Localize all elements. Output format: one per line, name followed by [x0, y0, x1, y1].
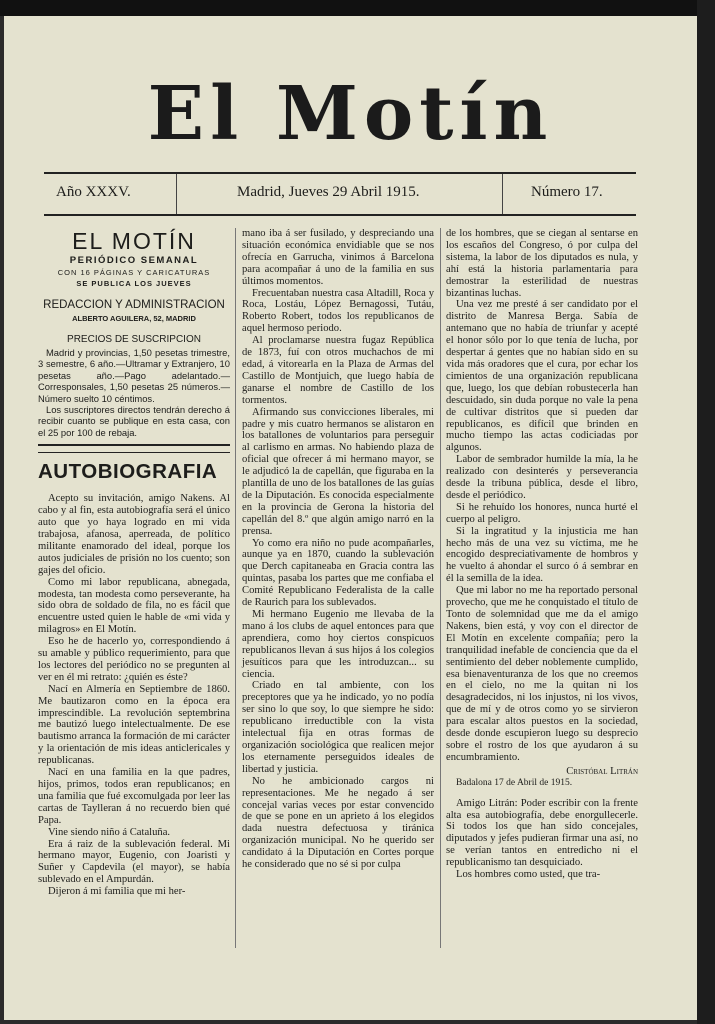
paragraph: Una vez me presté á ser candidato por el distrito de Manresa Berga. Sabía de antemano que no había de triunfar y acepté el honor sólo por lo que tenía de lucha, por despertar á gentes que no habían sido en su vida más oradores que el cura, por echar los cimientos de una organización republicana que, luego, los que debían robustecerla han descuidado, sin duda porque no vale la pena de cultivar distritos que si pueden dar republicanos, es difícil que brinden en mucho tiempo las actas codiciadas por algunos. — [446, 299, 638, 454]
office-heading: REDACCION Y ADMINISTRACION — [43, 299, 225, 311]
scan-binding-edge — [697, 0, 715, 1024]
masthead-title: El Motín — [147, 71, 554, 157]
paragraph: Como mi labor republicana, abnegada, modesta, tan modesta como perseverante, ha sido obra de soldado de fila, no es fácil que encuentre usted quien le hable de «mi vida y milagros» en El Motín. — [38, 576, 230, 636]
publication-schedule: SE PUBLICA LOS JUEVES — [76, 279, 192, 288]
paragraph: Si la ingratitud y la injusticia me han hecho más de una vez su víctima, me he encogido despreciativamente de hombros y he vuelto á ahondar el surco ó á sembrar en él la semilla de la idea. — [446, 525, 638, 585]
column-divider — [235, 228, 236, 948]
prices-text-block — [38, 347, 230, 438]
column-1 — [38, 228, 230, 898]
publication-subtitle: PERIÓDICO SEMANAL — [69, 255, 199, 266]
paragraph: Afirmando sus convicciones liberales, mi padre y mis cuatro hermanos se alistaron en los batallones de voluntarios para perseguir al carlismo en armas. No habiendo plaza de oficial que ofrecer á mi hermano mayor, se le adjudicó la de capellán, que figuraba en la plantilla de uno de los batallones de las guías de la Diputación. Es conocida especialmente en la provincia de Gerona la historia del capellán del 8.º que algún amigo narró en la prensa. — [242, 406, 434, 537]
paragraph: No he ambicionado cargos ni representaciones. Me he negado á ser concejal varias veces por estar convencido de que se pone en un aprieto á los elegidos dada nuestra defectuosa y tiránica organización municipal. No he querido ser candidato á la Diputación en Cortes porque he considerado que no sé si por culpa — [242, 775, 434, 871]
masthead-rule-bottom — [44, 214, 636, 216]
paragraph: Eso he de hacerlo yo, correspondiendo á su amable y público requerimiento, para que los lectores del periódico no se pregunten al ver en él mi retrato: ¿quién es éste? — [38, 636, 230, 683]
info-separator — [176, 174, 177, 214]
prices-text: Madrid y provincias, 1,50 pesetas trimestre, 3 semestre, 6 año.—Ultramar y Extranjero, 10 pesetas año.—Pago adelantado.—Corresponsales, 1,50 pesetas 25 números.—Número suelto 10 céntimos. — [38, 347, 230, 404]
office-address: ALBERTO AGUILERA, 52, MADRID — [72, 314, 196, 323]
paragraph: Acepto su invitación, amigo Nakens. Al cabo y al fin, esta autobiografía será el único auto que yo haya logrado en mi vida trabajosa, afanosa, aperreada, de político militante enamorado del ideal, porque los autos judiciales de prisión no los cuento; son gajes del oficio. — [38, 493, 230, 576]
paragraph: Mi hermano Eugenio me llevaba de la mano á los clubs de aquel entonces para que aprendiera, como hoy ciertos conspicuos republicanos llevan á sus hijos á los colegios jesuíticos para que les introduzcan... su ciencia. — [242, 609, 434, 680]
prices-heading: PRECIOS DE SUSCRIPCION — [67, 334, 201, 345]
column-3 — [446, 228, 638, 881]
section-ornament-rule — [38, 444, 230, 453]
spacer — [446, 790, 638, 798]
dateline: Badalona 17 de Abril de 1915. — [456, 777, 573, 788]
publication-info-box — [38, 228, 230, 438]
paragraph: Si he rehuído los honores, nunca hurté el cuerpo al peligro. — [446, 501, 638, 525]
paragraph: Labor de sembrador humilde la mía, la he realizado con desinterés y perseverancia desde la tribuna pública, desde el libro, desde el periódico. — [446, 454, 638, 501]
paragraph: Al proclamarse nuestra fugaz República de 1873, fuí con otros muchachos de mi edad, á vitorearla en la Plaza de Armas del Castillo de Montjuich, que luego había de ganarse el nombre de Castillo de los tormentos. — [242, 335, 434, 406]
article-title: AUTOBIOGRAFIA — [38, 460, 218, 484]
paragraph: Nací en una familia en la que padres, hijos, primos, todos eran republicanos; en una familia que fué excomulgada por leer las cartas de Taylleran á no recuerdo bien qué Papa. — [38, 767, 230, 826]
paragraph: Frecuentaban nuestra casa Altadill, Roca y Roca, Lostáu, López Bernagossi, Tutáu, Roberto Robert, todos los republicanos de aquel hermoso periodo. — [242, 287, 434, 335]
paragraph: Vine siendo niño á Cataluña. — [48, 826, 171, 838]
issue-year: Año XXXV. — [56, 184, 131, 200]
issue-info-bar — [44, 174, 636, 214]
scan-top-border — [0, 0, 715, 16]
newspaper-page — [4, 16, 697, 1020]
reply-paragraph: Amigo Litrán: Poder escribir con la frente alta esa autobiografía, debe enorgullecerle. Si todos los que han sido concejales, diputados y jefes pudieran firmar una así, no se verían tantos en entredicho ni el republicanismo tan desquiciado. — [446, 797, 638, 869]
reply-paragraph: Los hombres como usted, que tra- — [456, 869, 601, 881]
issue-number: Número 17. — [531, 184, 603, 200]
subscribers-text: Los suscriptores directos tendrán derecho á recibir cuanto se publique en esta casa, con el 25 por 100 de rebaja. — [38, 404, 230, 438]
paragraph: mano iba á ser fusilado, y despreciando una situación económica envidiable que se nos ofrecía en Garrucha, vinimos á Barcelona para acompañar á uno de la familia en sus últimos momentos. — [242, 228, 434, 287]
author-signature: Cristóbal Litrán — [566, 765, 638, 777]
publication-pages: CON 16 PÁGINAS Y CARICATURAS — [57, 268, 211, 277]
paragraph: Criado en tal ambiente, con los preceptores que ya he indicado, yo no podía ser sino lo que soy, lo que siempre he sido: republicano irreductible con la vista intelectual fija en otras formas de organización sociológica que realicen mejor los eternamente perseguidos ideales de libertad y justicia. — [242, 680, 434, 775]
paragraph: Yo como era niño no pude acompañarles, aunque ya en 1870, cuando la sublevación que Derch capitaneaba en Gracia contra las quintas, pasaba los partes que me confiaba el Comité Republicano Federalista de la calle de Raurich para los sublevados. — [242, 537, 434, 609]
publication-title: EL MOTÍN — [72, 228, 196, 254]
paragraph: Que mi labor no me ha reportado personal provecho, que me he conquistado el título de Tonto de solemnidad que me da el amigo Nakens, bien está, y voy con el director de El Motín en excelente compañía; pero la tranquilidad inefable de conciencia que da el sentimiento del deber noblemente cumplido, esa bienaventuranza de los que no creemos en el cielo, no me la quitan ni los desagradecidos, ni los injustos, ni los vivos, que de mí y de otros como yo se sirvieron para escalar altos puestos en la sociedad, desde donde escupieron luego su desprecio sobre el rostro de los que ayudaron á su encumbramiento. — [446, 585, 638, 763]
issue-date: Madrid, Jueves 29 Abril 1915. — [237, 184, 420, 200]
paragraph: Dijeron á mi familia que mi her- — [48, 886, 186, 898]
paragraph: Nací en Almería en Septiembre de 1860. Me bautizaron como en la época era imprescindible. La revolución septembrina me bautizó luego intelectualmente. De ese bautismo arranca la formación de mi carácter y la orientación de mis ideas anticlericales y republicanas. — [38, 683, 230, 767]
column-2 — [242, 228, 434, 871]
paragraph: Era á raiz de la sublevación federal. Mi hermano mayor, Eugenio, con Joaristi y Suñer y Capdevila (el mayor), se había sublevado en el Ampurdán. — [38, 838, 230, 886]
paragraph: de los hombres, que se ciegan al sentarse en los escaños del Congreso, ó por culpa del sistema, la labor de los diputados es nula, y ahí está la historia parlamentaria para demostrar la esterilidad de nuestras bizantinas luchas. — [446, 228, 638, 299]
column-divider — [440, 228, 441, 948]
info-separator — [502, 174, 503, 214]
